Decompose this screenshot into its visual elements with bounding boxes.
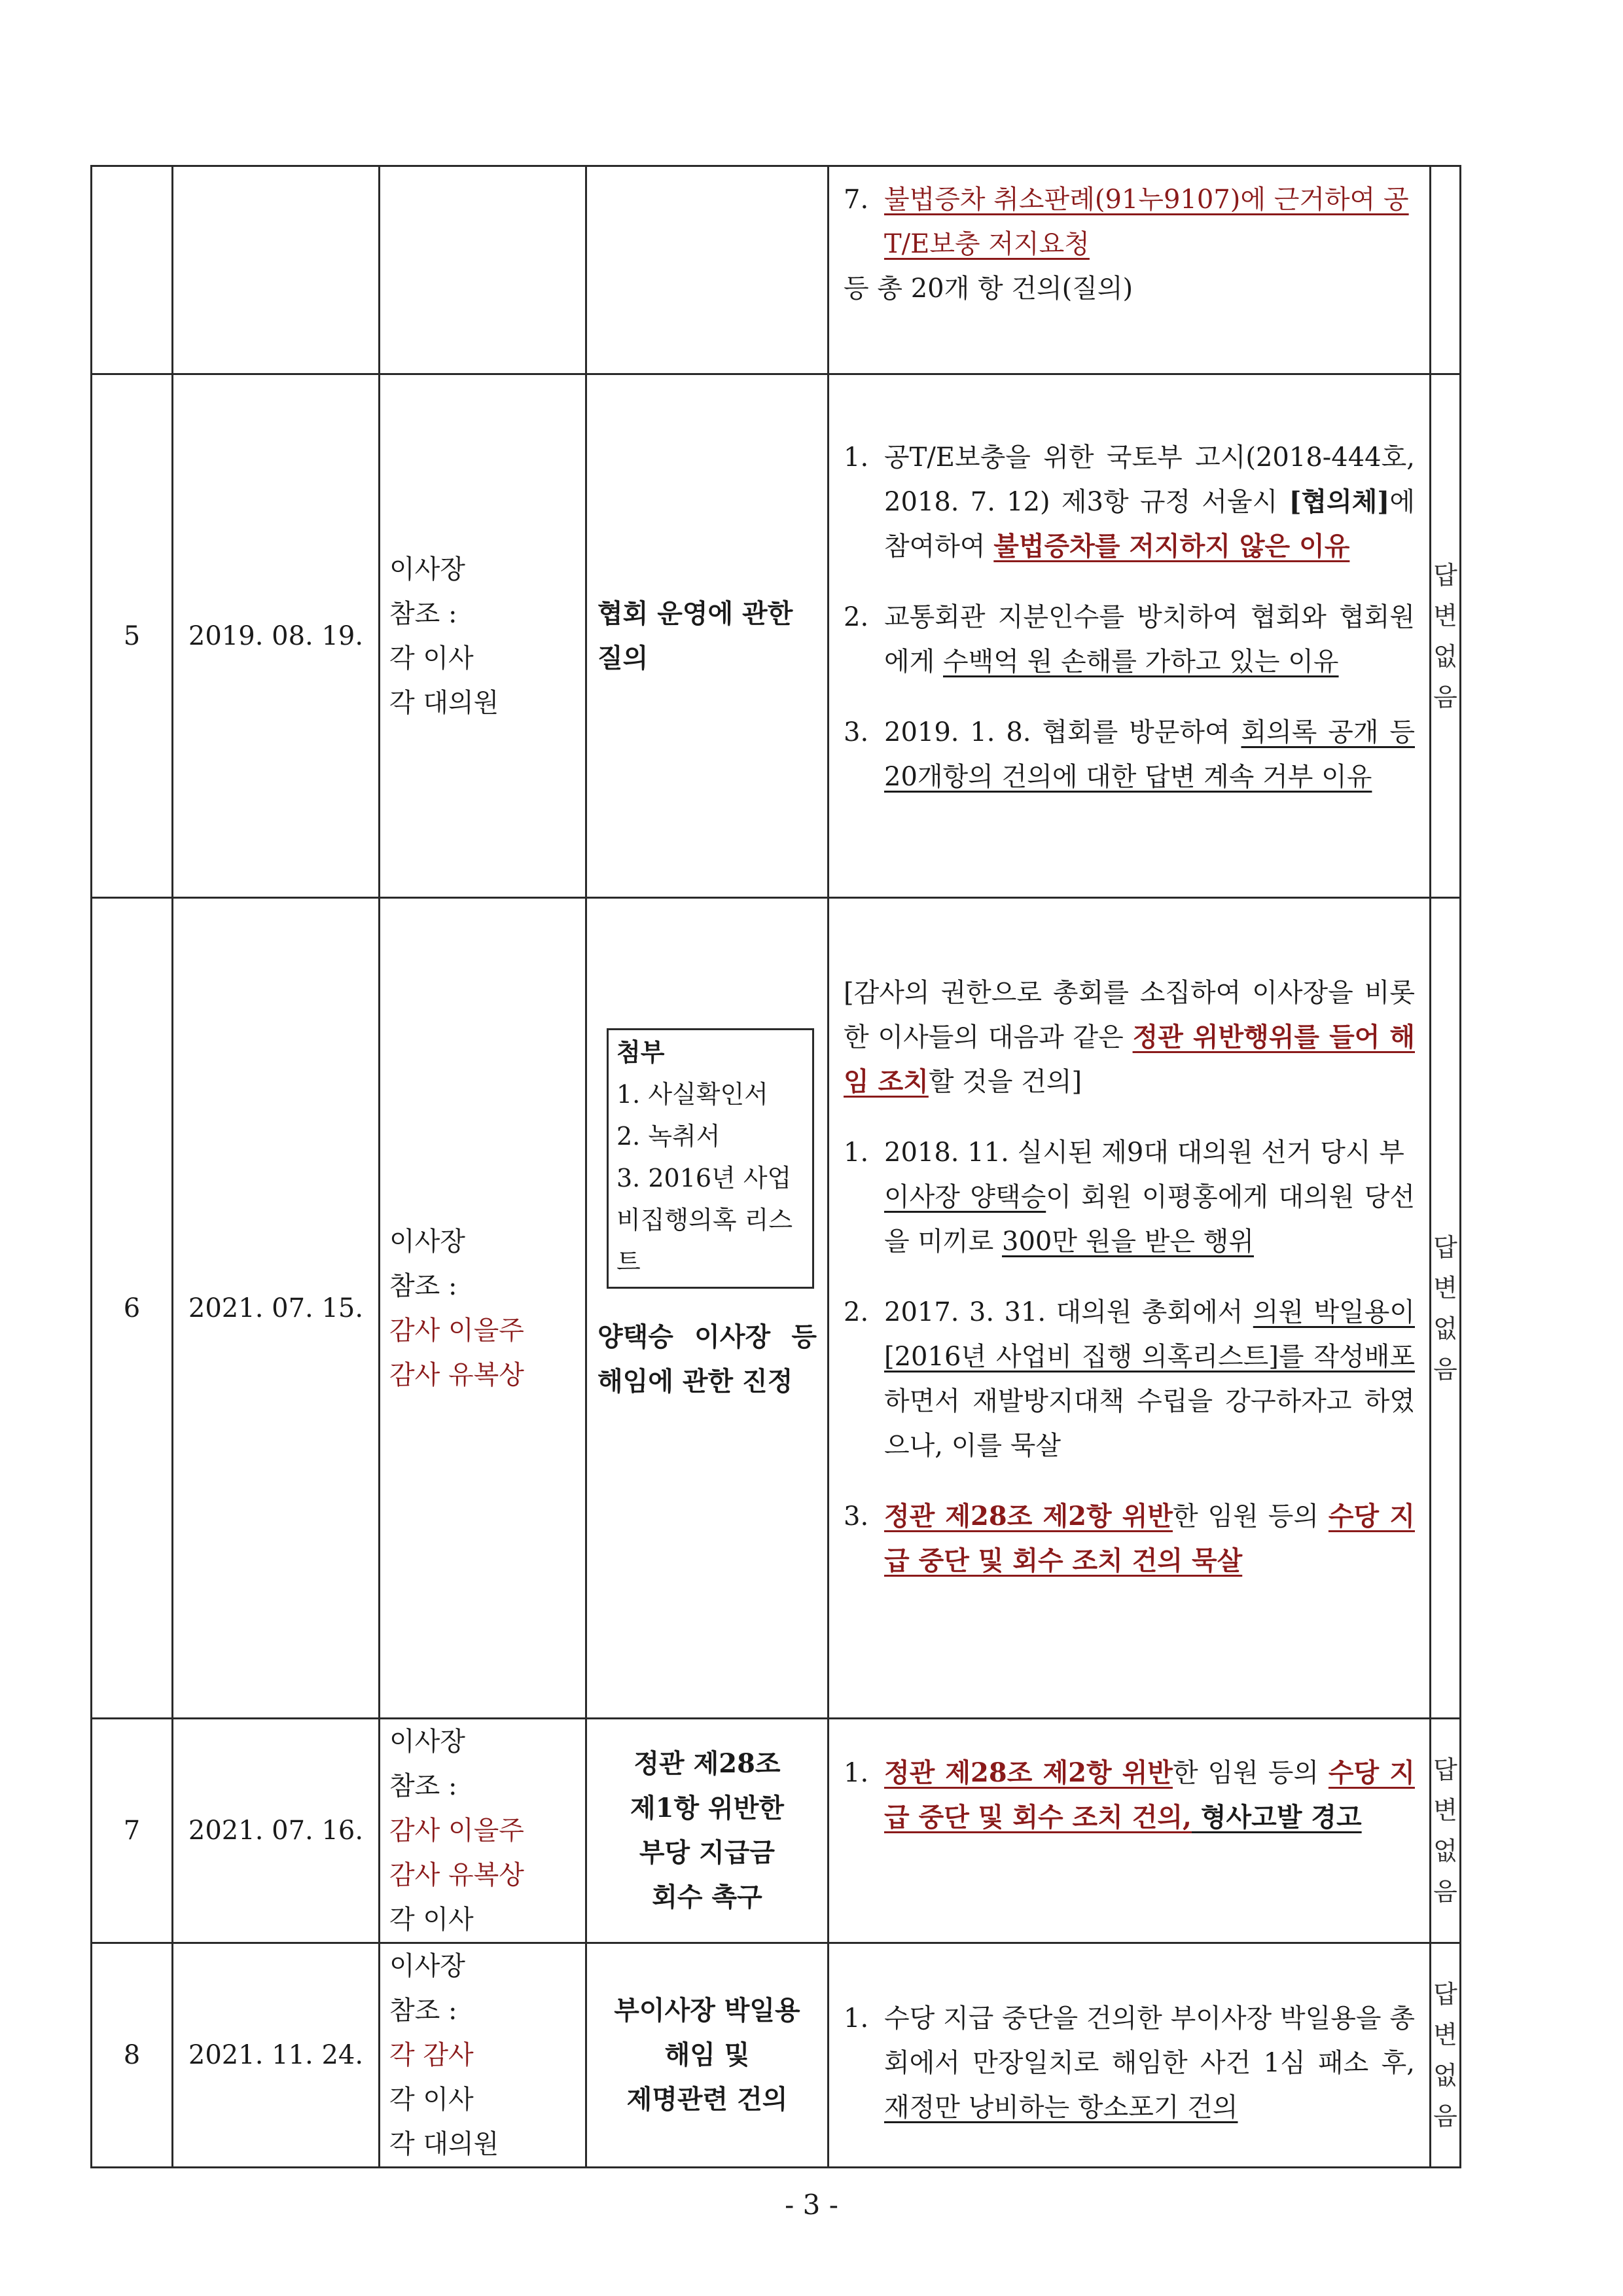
content-cell bbox=[829, 1719, 1431, 1943]
list-item: 2. 교통회관 지분인수를 방치하여 협회와 협회원에게 수백억 원 손해를 가하고 있는 이유 bbox=[844, 602, 1415, 677]
list-item: 1. 공T/E보충을 위한 국토부 고시(2018-444호, 2018. 7. 12) 제3항 규정 서울시 [협의체]에 참여하여 불법증차를 저지하지 않은 이유 bbox=[844, 442, 1415, 562]
row-number-cell: 5 bbox=[92, 374, 173, 898]
content-cell bbox=[829, 898, 1431, 1719]
subject-cell: 부이사장 박일용 해임 및 제명관련 건의 bbox=[586, 1943, 829, 2168]
answer-cell: 답변 없음 bbox=[1431, 898, 1461, 1719]
date-cell bbox=[173, 166, 380, 374]
row-number-cell: 7 bbox=[92, 1719, 173, 1943]
subject-cell: 정관 제28조 제1항 위반한 부당 지급금 회수 촉구 bbox=[586, 1719, 829, 1943]
recipient-cell: 이사장 참조 : 감사 이을주 감사 유복상 각 이사 bbox=[380, 1719, 586, 1943]
recipient-cell bbox=[380, 166, 586, 374]
list-item: 1. 정관 제28조 제2항 위반한 임원 등의 수당 지급 중단 및 회수 조치 건의, 형사고발 경고 bbox=[844, 1757, 1415, 1833]
date-cell: 2021. 07. 16. bbox=[173, 1719, 380, 1943]
list-item: 7. 불법증차 취소판례(91누9107)에 근거하여 공 T/E보충 저지요청 bbox=[844, 185, 1409, 259]
subject-cell bbox=[586, 166, 829, 374]
list-item: 1. 수당 지급 중단을 건의한 부이사장 박일용을 총회에서 만장일치로 해임한 사건 1심 패소 후, 재정만 낭비하는 항소포기 건의 bbox=[844, 2003, 1415, 2123]
answer-cell: 답변 없음 bbox=[1431, 374, 1461, 898]
content-cell bbox=[829, 166, 1431, 374]
list-item: 3. 2019. 1. 8. 협회를 방문하여 회의록 공개 등 20개항의 건의에 대한 답변 계속 거부 이유 bbox=[844, 717, 1415, 792]
table-row bbox=[92, 1943, 1461, 2168]
table-row bbox=[92, 898, 1461, 1719]
petition-table bbox=[90, 165, 1461, 2168]
answer-cell: 답변 없음 bbox=[1431, 1719, 1461, 1943]
recipient-cell: 이사장 참조 : 감사 이을주 감사 유복상 bbox=[380, 898, 586, 1719]
row-number-cell bbox=[92, 166, 173, 374]
row-number-cell: 8 bbox=[92, 1943, 173, 2168]
table-row bbox=[92, 166, 1461, 374]
list-item: 2. 2017. 3. 31. 대의원 총회에서 의원 박일용이 [2016년 사업비 집행 의혹리스트]를 작성배포하면서 재발방지대책 수립을 강구하자고 하였으나, 이를 묵살 bbox=[844, 1297, 1416, 1461]
answer-cell bbox=[1431, 166, 1461, 374]
answer-cell: 답변 없음 bbox=[1431, 1943, 1461, 2168]
date-cell: 2021. 11. 24. bbox=[173, 1943, 380, 2168]
date-cell: 2019. 08. 19. bbox=[173, 374, 380, 898]
subject-cell: 협회 운영에 관한 질의 bbox=[586, 374, 829, 898]
content-cell bbox=[829, 1943, 1431, 2168]
attachment-box: 첨부 1. 사실확인서 2. 녹취서 3. 2016년 사업비집행의혹 리스트 bbox=[607, 1028, 814, 1289]
row-number-cell: 6 bbox=[92, 898, 173, 1719]
intro-text: [감사의 권한으로 총회를 소집하여 이사장을 비롯한 이사들의 대음과 같은 정관 위반행위를 들어 해임 조치할 것을 건의] bbox=[844, 978, 1415, 1097]
list-tail: 등 총 20개 항 건의(질의) bbox=[844, 274, 1133, 304]
list-item: 3. 정관 제28조 제2항 위반한 임원 등의 수당 지급 중단 및 회수 조치 건의 묵살 bbox=[844, 1501, 1415, 1576]
date-cell: 2021. 07. 15. bbox=[173, 898, 380, 1719]
recipient-cell: 이사장 참조 : 각 이사 각 대의원 bbox=[380, 374, 586, 898]
subject-cell: 첨부 1. 사실확인서 2. 녹취서 3. 2016년 사업비집행의혹 리스트 양택승 이사장 등 해임에 관한 진정 bbox=[586, 898, 829, 1719]
recipient-cell: 이사장 참조 : 각 감사 각 이사 각 대의원 bbox=[380, 1943, 586, 2168]
list-item: 1. 2018. 11. 실시된 제9대 대의원 선거 당시 부 이사장 양택승이 회원 이평홍에게 대의원 당선을 미끼로 300만 원을 받은 행위 bbox=[844, 1138, 1415, 1257]
table-row bbox=[92, 1719, 1461, 1943]
page-number: - 3 - bbox=[785, 2189, 838, 2221]
content-cell bbox=[829, 374, 1431, 898]
table-row bbox=[92, 374, 1461, 898]
